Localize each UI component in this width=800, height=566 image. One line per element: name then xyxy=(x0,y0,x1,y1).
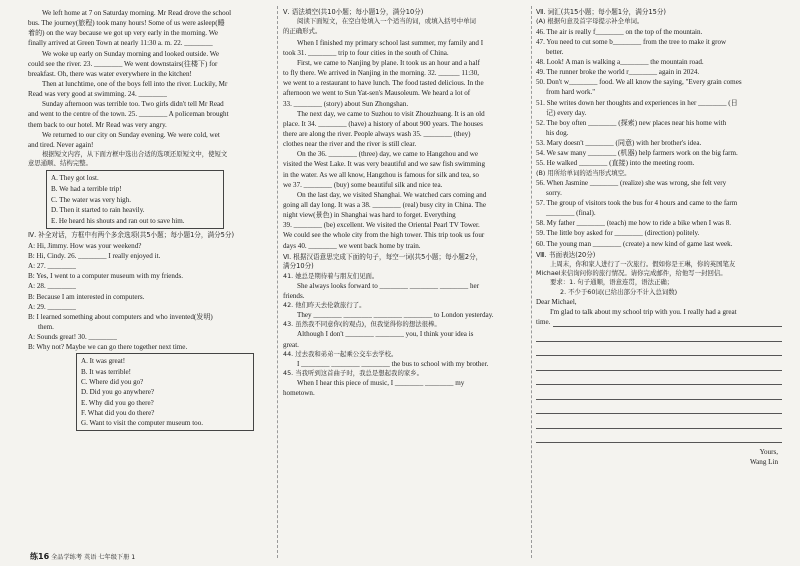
vocab-items-b xyxy=(536,178,782,249)
option-item: D. Then it started to rain heavily. xyxy=(51,206,145,215)
writing-line[interactable] xyxy=(536,356,782,371)
option-item: E. He heard his shouts and ran out to save him. xyxy=(51,216,185,225)
passage-line: and went to the centre of the town. 25. ________ A policeman brought xyxy=(28,110,229,119)
sub-instruction: (B) 用所给单词的适当形式填空。 xyxy=(536,168,631,177)
writing-prompt: 要求：1. 句子通顺，语意连贯，语法正确； xyxy=(550,278,674,287)
passage-line: visited the West Lake. It was very beautiful and we saw fish swimming xyxy=(283,160,486,169)
vocab-item: his dog. xyxy=(546,128,569,137)
dialogue xyxy=(28,241,273,353)
options-box xyxy=(46,170,224,229)
item-chinese: 43. 虽然我不同意你(的观点)，但我觉得你的想法很棒。 xyxy=(283,320,441,329)
item-english: friends. xyxy=(283,291,305,300)
writing-line[interactable] xyxy=(536,342,782,357)
vocab-item: from hard work." xyxy=(546,88,596,97)
vocab-item[interactable]: 56. When Jasmine ________ (realize) she was wrong, she felt very xyxy=(536,178,727,187)
passage-line: place. It 34. ________ (have) a history of about 900 years. The houses xyxy=(283,119,483,128)
section-title: Ⅳ. 补全对话，方框中有两个多余选项(共5小题；每小题1分，满分5分) xyxy=(28,231,235,240)
option-item: D. Did you go anywhere? xyxy=(81,388,155,397)
instruction: 阅读下面短文，在空白处填入一个适当的词，或填入括号中单词 xyxy=(297,17,476,26)
dialogue-line: A: Sounds great! 30. ________ xyxy=(28,333,117,342)
passage-line: to fly there. We arrived in Nanjing in the morning. 32. ______ 11:30, xyxy=(283,69,480,78)
letter-greeting: Dear Michael, xyxy=(536,297,577,306)
passage-line: took 31. ________ trip to four cities in the south of China. xyxy=(283,48,449,57)
writing-area[interactable] xyxy=(536,317,782,443)
option-item: A. They got lost. xyxy=(51,174,99,183)
vocab-item[interactable]: 46. The air is really f________ on the top of the mountain. xyxy=(536,27,703,36)
instruction: 意思通顺、结构完整。 xyxy=(28,159,92,168)
passage-line: 着的) on the way because we got up very early in the morning. We xyxy=(28,29,218,38)
passage-line: First, we came to Nanjing by plane. It took us an hour and a half xyxy=(297,59,480,68)
writing-prompt: 上周末，你和家人进行了一次旅行。假如你是王琳，你的英国笔友 xyxy=(550,260,736,269)
passage-grammar xyxy=(283,38,529,251)
passage-line: We returned to our city on Sunday evening. We were cold, wet xyxy=(42,130,220,139)
passage-line: in the water. As we all know, Hangzhou is famous for silk and tea, so xyxy=(283,170,479,179)
dialogue-line: B: Because I am interested in computers. xyxy=(28,292,145,301)
passage-line: finally arrived at Green Town at nearly 11:30 a. m. 22. ________ xyxy=(28,39,213,48)
option-item: F. What did you do there? xyxy=(81,408,155,417)
letter-closing: Yours, xyxy=(759,448,778,457)
passage-line: Sunday afternoon was terrible too. Two girls didn't tell Mr Read xyxy=(42,100,224,109)
passage-reading-7 xyxy=(28,8,273,150)
passage-line: Read was very good at swimming. 24. ________ xyxy=(28,90,167,99)
item-english: hometown. xyxy=(283,389,315,398)
writing-line[interactable] xyxy=(536,385,782,400)
vocab-item[interactable]: 47. You need to cut some b________ from the tree to make it grow xyxy=(536,37,727,46)
passage-line: days 40. ________ we went back home by train. xyxy=(283,241,421,250)
item-chinese: 41. 她总是期待着与朋友们见面。 xyxy=(283,271,379,280)
page-footer xyxy=(30,551,135,563)
vocab-item[interactable]: 55. He walked ________ (直接) into the meeting room. xyxy=(536,159,695,168)
column-divider xyxy=(531,6,532,558)
vocab-item: sorry. xyxy=(546,188,562,197)
vocab-item[interactable]: 60. The young man ________ (create) a new kind of game last week. xyxy=(536,239,733,248)
section-title: Ⅴ. 语法填空(共10小题；每小题1分，满分10分) xyxy=(283,8,424,16)
column-3 xyxy=(536,8,782,467)
letter-opening: I'm glad to talk about my school trip with you. I really had a great xyxy=(550,307,737,316)
passage-line: We could see the whole city from the high tower. This trip took us four xyxy=(283,231,485,240)
page-number: 练16 xyxy=(30,552,50,561)
column-2 xyxy=(283,8,529,398)
option-item: B. We had a terrible trip! xyxy=(51,184,122,193)
option-item: C. The water was very high. xyxy=(51,195,132,204)
column-divider xyxy=(277,6,278,558)
vocab-item[interactable]: 50. Don't w________ food. We all know the saying, "Every grain comes xyxy=(536,78,742,87)
vocab-item[interactable]: 52. The boy often ________ (探索) new places near his home with xyxy=(536,118,727,127)
dialogue-line: B: Hi, Cindy. 26. ________ I really enjoyed it. xyxy=(28,252,161,261)
item-english[interactable]: I ________ ________ ________ the bus to school with my brother. xyxy=(297,359,489,368)
passage-line: bus. The journey(旅程) took many hours! Some of us were asleep(睡 xyxy=(28,19,225,28)
passage-line: and tired. Never again! xyxy=(28,140,94,149)
passage-line: we went to a restaurant to have lunch. The food tasted delicious. In the xyxy=(283,79,484,88)
section-title: 满分10分) xyxy=(283,262,314,271)
dialogue-line: them. xyxy=(38,323,54,332)
writing-prompt: 2. 不少于60词(已给出部分不计入总词数) xyxy=(560,287,678,296)
vocab-item[interactable]: 48. Look! A man is walking a________ the mountain road. xyxy=(536,58,704,66)
options-box xyxy=(76,353,254,431)
item-chinese: 42. 他们昨天去伦敦旅行了。 xyxy=(283,300,366,309)
vocab-items-a xyxy=(536,27,782,169)
item-chinese: 45. 当我听到这首曲子时，我总是想起我的家乡。 xyxy=(283,369,424,377)
passage-line: 33. ________ (story) about Sun Zhongshan. xyxy=(283,99,409,108)
instruction: 根据短文内容，从下面方框中选出合适的选项还原短文中，使短文 xyxy=(42,149,228,158)
translation-items xyxy=(283,272,529,399)
passage-line: The next day, we came to Suzhou to visit Zhouzhuang. It is an old xyxy=(297,109,485,118)
vocab-item[interactable]: 58. My father ________ (teach) me how to ride a bike when I was 8. xyxy=(536,219,732,228)
passage-line: going all day long. It was a 38. ________ (real) busy city in China. The xyxy=(283,200,486,209)
writing-line[interactable] xyxy=(536,400,782,415)
section-title: Ⅶ. 词汇(共15小题；每小题1分，满分15分) xyxy=(536,8,667,16)
section-title: Ⅷ. 书面表达(20分) xyxy=(536,250,596,259)
passage-line: night view(景色) in Shanghai was hard to forget. Everything xyxy=(283,211,456,220)
item-english[interactable]: They ________ ________ ________ ________ to London yesterday. xyxy=(297,311,494,320)
sub-instruction: (A) 根据句意及首字母提示补全单词。 xyxy=(536,17,644,26)
vocab-item[interactable]: 57. The group of visitors took the bus for 4 hours and came to the farm xyxy=(536,198,738,207)
option-item: E. Why did you go there? xyxy=(81,398,154,407)
item-english: great. xyxy=(283,340,299,349)
option-item: B. It was terrible! xyxy=(81,367,132,376)
dialogue-line: A: 28. ________ xyxy=(28,282,76,291)
dialogue-line: B: Yes, I went to a computer museum with my friends. xyxy=(28,272,184,281)
dialogue-line: A: 29. ________ xyxy=(28,302,76,311)
dialogue-line: B: I learned something about computers and who invented(发明) xyxy=(28,312,213,321)
option-item: C. Where did you go? xyxy=(81,378,144,387)
passage-line: On the last day, we visited Shanghai. We watched cars coming and xyxy=(297,190,487,199)
passage-line: could see the river. 23. ________ We went downstairs(往楼下) for xyxy=(28,59,218,68)
letter-signature: Wang Lin xyxy=(750,458,778,467)
vocab-item: 记) every day. xyxy=(546,108,587,117)
item-english[interactable]: Although I don't ________ ________ you, I think your idea is xyxy=(297,330,474,339)
passage-line: We woke up early on Sunday morning and looked outside. We xyxy=(42,49,220,58)
writing-prompt: Michael来信询问你的旅行情况。请你完成邮件，给他写一封回信。 xyxy=(536,269,727,278)
option-item: A. It was great! xyxy=(81,357,126,366)
item-english[interactable]: When I hear this piece of music, I ________ ________ my xyxy=(297,379,465,388)
writing-line[interactable] xyxy=(536,414,782,429)
passage-line: afternoon we went to Sun Yat-sen's Mausoleum. We heard a lot of xyxy=(283,89,471,98)
passage-line: On the 36. ________ (three) day, we came to Hangzhou and we xyxy=(297,150,478,159)
footer-text: 全品学练考 英语 七年级下册 1 xyxy=(51,554,136,561)
vocab-item[interactable]: 49. The runner broke the world r________ again in 2024. xyxy=(536,68,700,77)
dialogue-line: A: 27. ________ xyxy=(28,262,76,271)
passage-line: breakfast. Oh, there was water everywhere in the kitchen! xyxy=(28,69,192,78)
passage-line: there are along the river. People always wash 35. ________ (they) xyxy=(283,130,471,138)
option-item: G. Want to visit the computer museum too. xyxy=(81,419,204,428)
passage-line: we 37. ________ (buy) some beautiful silk and nice tea. xyxy=(283,180,443,189)
vocab-item[interactable]: 54. We saw many ________ (机器) help farmers work on the big farm. xyxy=(536,149,738,158)
instruction: 的正确形式。 xyxy=(283,26,322,35)
passage-line: We left home at 7 on Saturday morning. Mr Read drove the school xyxy=(42,9,232,17)
vocab-item: better. xyxy=(546,47,564,56)
column-1 xyxy=(28,8,273,433)
vocab-item: ________ (final). xyxy=(546,209,596,218)
writing-line[interactable] xyxy=(536,371,782,386)
vocab-item[interactable]: 51. She writes down her thoughts and experiences in her ________ (日 xyxy=(536,98,738,107)
letter-opening: time. xyxy=(536,318,551,327)
section-title: Ⅵ. 根据汉语意思完成下面的句子，每空一词(共5小题；每小题2分， xyxy=(283,252,483,261)
dialogue-line: B: Why not? Maybe we can go there together next time. xyxy=(28,343,188,352)
passage-line: clothes near the river and the river is still clear. xyxy=(283,140,417,149)
passage-line: When I finished my primary school last summer, my family and I xyxy=(297,38,484,47)
item-english[interactable]: She always looks forward to ________ ________ ________ her xyxy=(297,281,480,290)
vocab-item[interactable]: 59. The little boy asked for ________ (direction) politely. xyxy=(536,229,700,238)
writing-line[interactable] xyxy=(536,429,782,444)
passage-line: 39. ________ (be) excellent. We visited the Oriental Pearl TV Tower. xyxy=(283,221,480,230)
vocab-item[interactable]: 53. Mary doesn't ________ (同意) with her brother's idea. xyxy=(536,139,702,148)
writing-line[interactable] xyxy=(536,327,782,342)
dialogue-line: A: Hi, Jimmy. How was your weekend? xyxy=(28,241,142,250)
item-chinese: 44. 过去我和弟弟一起乘公交车去学校。 xyxy=(283,349,398,358)
passage-line: Then at lunchtime, one of the boys fell into the river. Luckily, Mr xyxy=(42,79,228,88)
passage-line: them back to our hotel. Mr Read was very angry. xyxy=(28,120,167,129)
